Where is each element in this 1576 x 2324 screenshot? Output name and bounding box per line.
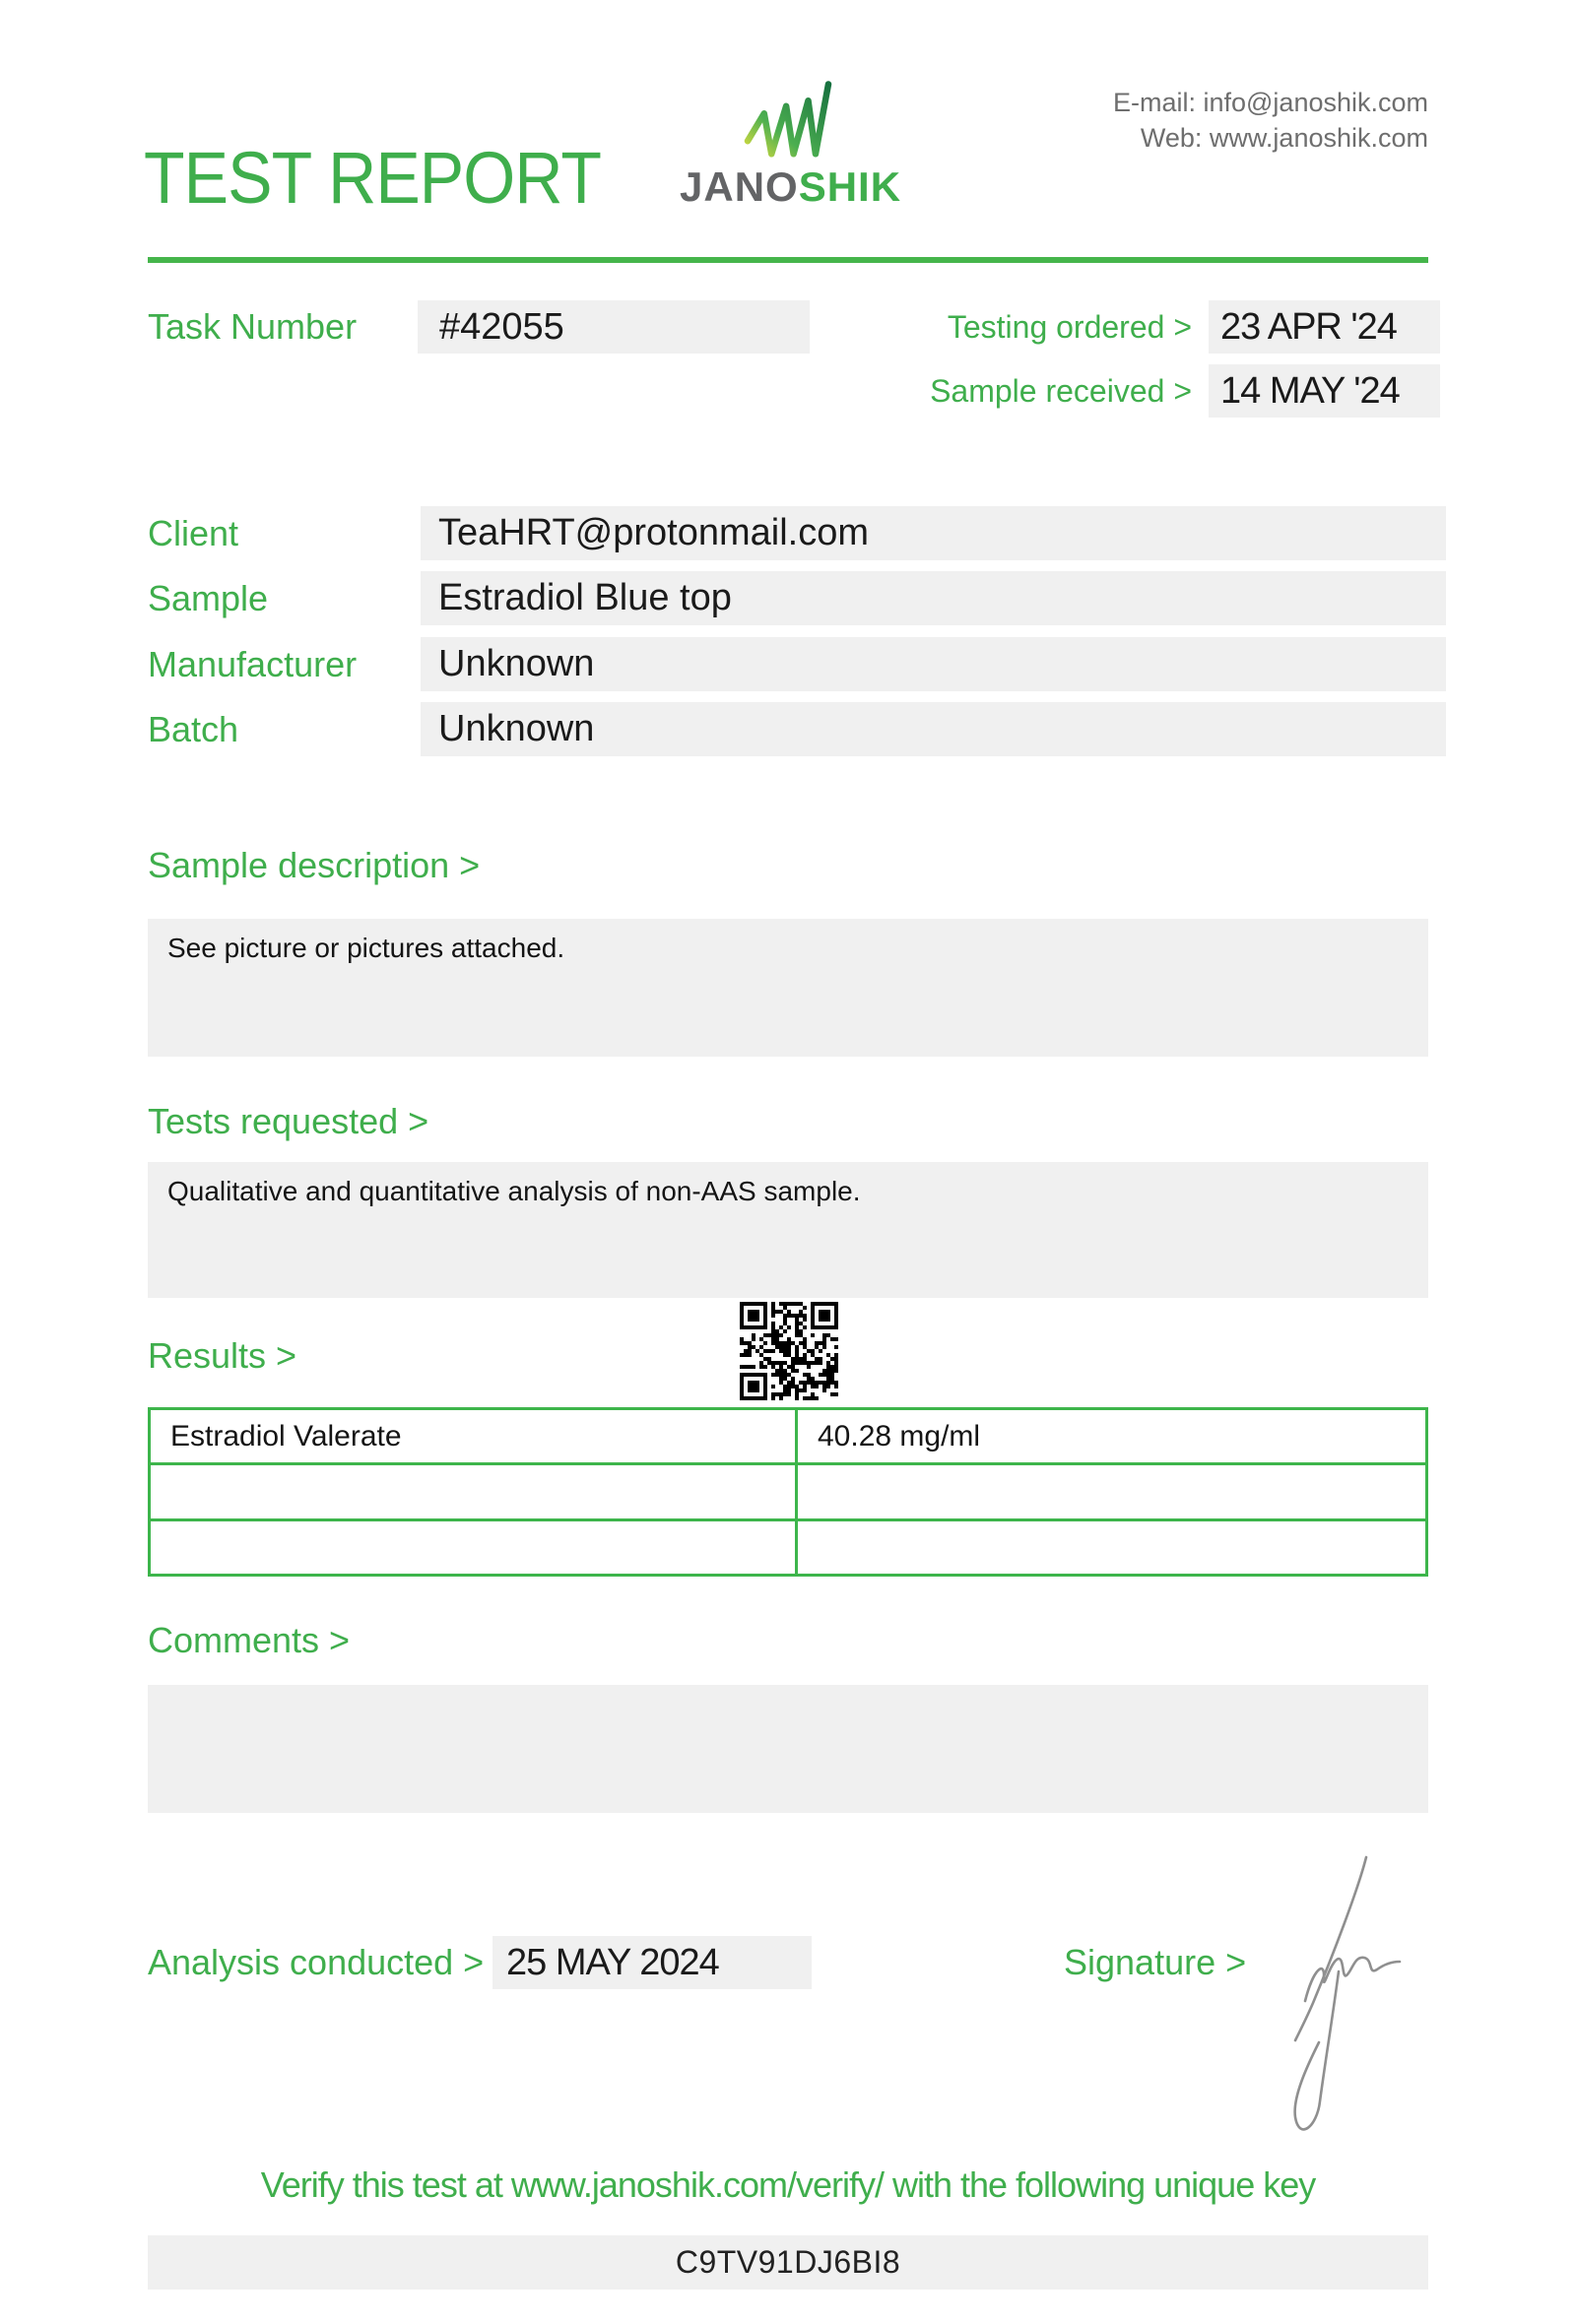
sample-description-heading: Sample description > (148, 845, 481, 885)
web-value: www.janoshik.com (1209, 123, 1428, 153)
logo-word-green: SHIK (798, 163, 902, 210)
contact-email-line (1113, 85, 1428, 120)
tests-requested-heading: Tests requested > (148, 1101, 429, 1141)
logo-word-gray: JANO (680, 163, 799, 210)
sample-received-field (1209, 364, 1440, 418)
page-title: TEST REPORT (144, 137, 602, 219)
comments-heading: Comments > (148, 1620, 351, 1660)
signature-label: Signature > (1064, 1942, 1247, 1982)
results-table (148, 1407, 1428, 1577)
verify-instruction: Verify this test at www.janoshik.com/verify/ with the following unique key (260, 2164, 1316, 2205)
unique-key-field (148, 2235, 1428, 2290)
tests-requested-text: Qualitative and quantitative analysis of non-AAS sample. (167, 1176, 861, 1206)
task-number-label: Task Number (148, 306, 358, 347)
analysis-conducted-label: Analysis conducted > (148, 1942, 485, 1982)
tests-requested-field (148, 1162, 1428, 1298)
signature-image (1276, 1853, 1413, 2159)
client-label: Client (148, 512, 239, 553)
batch-field (421, 702, 1446, 756)
email-value: info@janoshik.com (1203, 88, 1428, 117)
client-value: TeaHRT@protonmail.com (438, 512, 870, 553)
batch-label: Batch (148, 708, 239, 749)
sample-description-text: See picture or pictures attached. (167, 933, 565, 963)
batch-value: Unknown (438, 708, 595, 749)
logo-wordmark (680, 163, 902, 211)
qr-code (740, 1302, 838, 1400)
sample-field (421, 571, 1446, 625)
result-name-cell: Estradiol Valerate (151, 1410, 795, 1462)
sample-label: Sample (148, 577, 269, 618)
sample-description-field (148, 919, 1428, 1057)
sample-value: Estradiol Blue top (438, 577, 732, 618)
result-name-cell (151, 1521, 795, 1574)
sample-received-date: 14 MAY '24 (1220, 369, 1400, 412)
sample-received-label: Sample received > (930, 372, 1192, 409)
result-name-cell (151, 1465, 795, 1517)
manufacturer-label: Manufacturer (148, 643, 358, 684)
janoshik-logo (680, 77, 902, 211)
results-heading: Results > (148, 1335, 297, 1376)
contact-web-line (1113, 120, 1428, 156)
manufacturer-field (421, 637, 1446, 691)
task-number-value: #42055 (439, 305, 564, 348)
comments-field (148, 1685, 1428, 1813)
web-label: Web: (1140, 123, 1203, 153)
testing-ordered-date: 23 APR '24 (1220, 305, 1397, 348)
analysis-date-value: 25 MAY 2024 (506, 1941, 719, 1983)
testing-ordered-field (1209, 300, 1440, 354)
manufacturer-value: Unknown (438, 643, 595, 684)
contact-block (1113, 85, 1428, 156)
email-label: E-mail: (1112, 88, 1196, 117)
growth-chart-icon (741, 77, 835, 158)
result-value-cell: 40.28 mg/ml (798, 1410, 1425, 1462)
testing-ordered-label: Testing ordered > (947, 308, 1192, 345)
client-field (421, 506, 1446, 560)
task-number-field (418, 300, 810, 354)
result-value-cell (798, 1465, 1425, 1517)
analysis-date-field (492, 1936, 812, 1989)
unique-key-value: C9TV91DJ6BI8 (675, 2244, 901, 2280)
comments-text (148, 1685, 1428, 1712)
header-divider (148, 257, 1428, 263)
result-value-cell (798, 1521, 1425, 1574)
